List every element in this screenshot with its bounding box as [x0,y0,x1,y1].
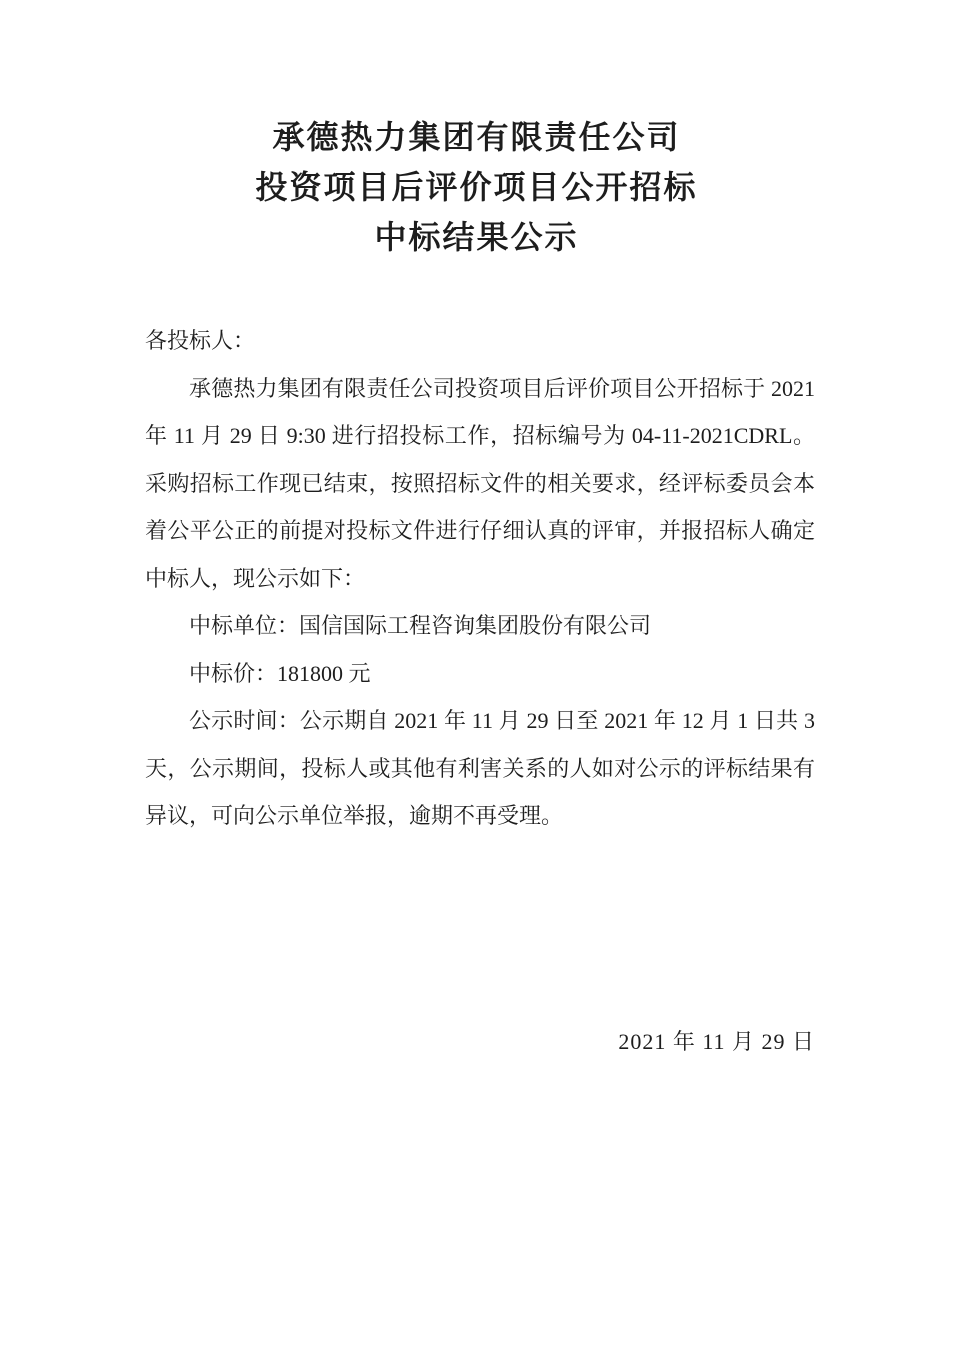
title-line-result: 中标结果公示 [374,219,579,255]
document-body [145,317,815,840]
salutation: 各投标人： [145,328,256,353]
winner-line: 中标单位：国信国际工程咨询集团股份有限公司 [189,613,652,638]
document-title [0,112,953,262]
intro-paragraph: 承德热力集团有限责任公司投资项目后评价项目公开招标于 2021 年 11 月 29 日 9:30 进行招投标工作，招标编号为 04-11-2021CDRL。采购招标工作现已结束，按照招标文件的相关要求，经评标委员会本着公平公正的前提对投标文件进行仔细认真的评审，并报招标人确定中标人，现公示如下： [145,375,815,591]
publicity-paragraph: 公示时间：公示期自 2021 年 11 月 29 日至 2021 年 12 月 1 日共 3 天，公示期间，投标人或其他有利害关系的人如对公示的评标结果有异议，可向公示单位举报，逾期不再受理。 [145,708,815,828]
date-line: 2021 年 11 月 29 日 [618,1029,815,1054]
title-line-project: 投资项目后评价项目公开招标 [255,169,698,205]
title-line-company: 承德热力集团有限责任公司 [272,119,681,155]
price-line: 中标价：181800 元 [189,660,371,686]
